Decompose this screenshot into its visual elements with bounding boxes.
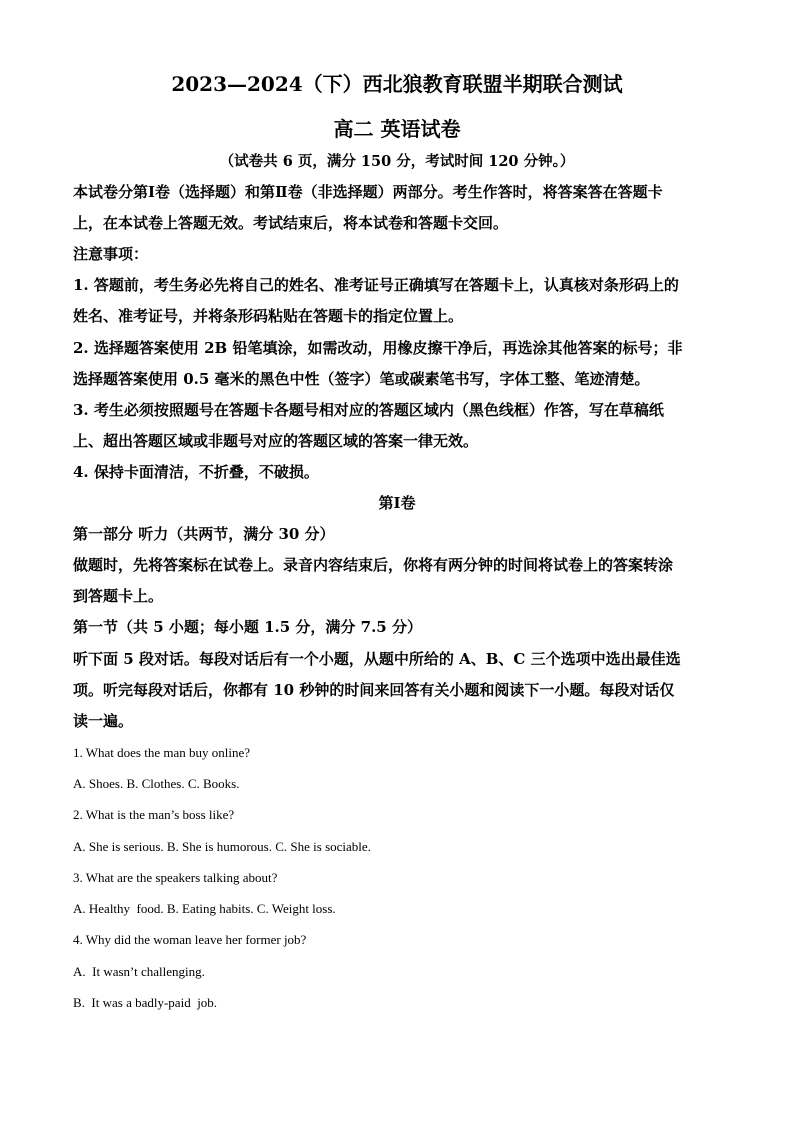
note-1-line-1: 1. 答题前，考生务必先将自己的姓名、准考证号正确填写在答题卡上，认真核对条形码上的 — [73, 276, 679, 294]
question-2: 2. What is the man’s boss like? — [73, 807, 235, 822]
note-2-line-2: 选择题答案使用 0.5 毫米的黑色中性（签字）笔或碳素笔书写，字体工整、笔迹清楚。 — [73, 370, 650, 388]
exam-subtitle: 高二 英语试卷 — [333, 117, 461, 141]
exam-info: （试卷共 6 页，满分 150 分，考试时间 120 分钟。） — [219, 153, 575, 170]
question-1: 1. What does the man buy online? — [73, 745, 251, 760]
question-4-option-b: B. It was a badly-paid job. — [73, 995, 218, 1010]
question-3: 3. What are the speakers talking about? — [73, 870, 278, 885]
question-4-option-a: A. It wasn’t challenging. — [73, 964, 205, 979]
note-2-line-1: 2. 选择题答案使用 2B 铅笔填涂，如需改动，用橡皮擦干净后，再选涂其他答案的标号；非 — [73, 339, 683, 357]
section-1-instruction-line-1: 听下面 5 段对话。每段对话后有一个小题，从题中所给的 A、B、C 三个选项中选出最佳选 — [73, 650, 681, 668]
part-1-heading: 第一部分 听力（共两节，满分 30 分） — [73, 525, 335, 543]
note-1-line-2: 姓名、准考证号，并将条形码粘贴在答题卡的指定位置上。 — [73, 307, 464, 325]
notes-heading: 注意事项： — [73, 245, 149, 263]
question-1-options: A. Shoes. B. Clothes. C. Books. — [73, 776, 240, 791]
note-4: 4. 保持卡面清洁，不折叠，不破损。 — [73, 463, 319, 481]
part-1-instruction-line-2: 到答题卡上。 — [73, 587, 164, 605]
intro-line-1: 本试卷分第Ⅰ卷（选择题）和第Ⅱ卷（非选择题）两部分。考生作答时，将答案答在答题卡 — [73, 183, 663, 201]
section-1-heading: 第一节（共 5 小题；每小题 1.5 分，满分 7.5 分） — [73, 618, 422, 636]
part-1-instruction-line-1: 做题时，先将答案标在试卷上。录音内容结束后，你将有两分钟的时间将试卷上的答案转涂 — [73, 556, 674, 574]
question-3-options: A. Healthy food. B. Eating habits. C. Weight loss. — [73, 901, 336, 916]
note-3-line-2: 上、超出答题区域或非题号对应的答题区域的答案一律无效。 — [73, 432, 479, 450]
exam-title: 2023—2024（下）西北狼教育联盟半期联合测试 — [171, 72, 623, 96]
note-3-line-1: 3. 考生必须按照题号在答题卡各题号相对应的答题区域内（黑色线框）作答，写在草稿纸 — [73, 401, 664, 419]
question-2-options: A. She is serious. B. She is humorous. C. She is sociable. — [73, 839, 371, 854]
volume-label: 第Ⅰ卷 — [378, 494, 416, 512]
section-1-instruction-line-3: 读一遍。 — [73, 712, 134, 730]
intro-line-2: 上，在本试卷上答题无效。考试结束后，将本试卷和答题卡交回。 — [73, 214, 509, 232]
section-1-instruction-line-2: 项。听完每段对话后，你都有 10 秒钟的时间来回答有关小题和阅读下一小题。每段对话仅 — [73, 681, 675, 699]
question-4: 4. Why did the woman leave her former job? — [73, 932, 307, 947]
